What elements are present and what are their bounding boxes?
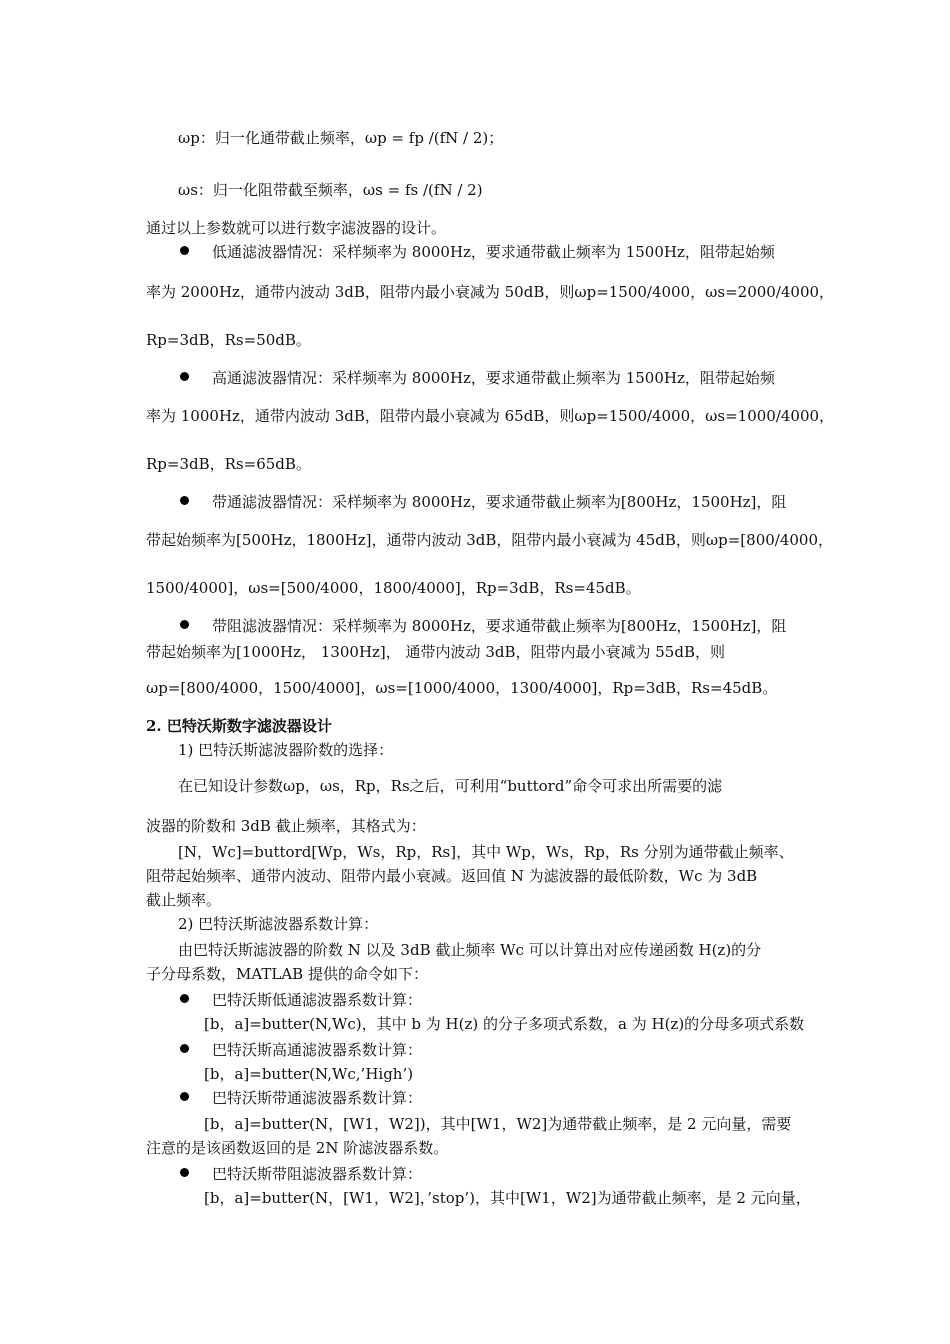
- subsection-1-heading: 1) 巴特沃斯滤波器阶数的选择：: [178, 741, 394, 759]
- buttord-line-2: 阻带起始频率、通带内波动、阻带内最小衰减。返回值 N 为滤波器的最低阶数，Wc 为 3dB: [146, 867, 758, 885]
- buttord-line-3: 截止频率。: [146, 891, 222, 909]
- bullet-icon: [180, 1044, 189, 1053]
- order-paragraph-line-1: 在已知设计参数ωp，ωs，Rp，Rs之后，可利用“buttord”命令可求出所需要的滤: [178, 777, 723, 795]
- bandpass-line-2: 带起始频率为[500Hz，1800Hz]，通带内波动 3dB，阻带内最小衰减为 45dB，则ωp=[800/4000，: [146, 531, 834, 549]
- lowpass-line-3: Rp=3dB，Rs=50dB。: [146, 331, 311, 349]
- butter-lowpass-title: 巴特沃斯低通滤波器系数计算：: [212, 991, 423, 1009]
- bandstop-line-1: 带阻滤波器情况：采样频率为 8000Hz，要求通带截止频率为[800Hz，1500Hz]，阻: [212, 617, 787, 635]
- highpass-line-2: 率为 1000Hz，通带内波动 3dB，阻带内最小衰减为 65dB，则ωp=1500/4000，ωs=1000/4000，: [146, 407, 835, 425]
- butter-bandpass-code-1: [b，a]=butter(N，[W1，W2])，其中[W1，W2]为通带截止频率，是 2 元向量，需要: [204, 1115, 792, 1133]
- bullet-icon: [180, 372, 189, 381]
- subsection-2-heading: 2) 巴特沃斯滤波器系数计算：: [178, 915, 379, 933]
- lowpass-line-2: 率为 2000Hz，通带内波动 3dB，阻带内最小衰减为 50dB，则ωp=1500/4000，ωs=2000/4000，: [146, 283, 835, 301]
- paragraph-intro: 通过以上参数就可以进行数字滤波器的设计。: [146, 219, 447, 237]
- butter-highpass-code: [b，a]=butter(N,Wc,’High’): [204, 1065, 414, 1083]
- bandstop-line-2: 带起始频率为[1000Hz， 1300Hz]， 通带内波动 3dB，阻带内最小衰减为 55dB，则: [146, 643, 725, 661]
- highpass-line-3: Rp=3dB，Rs=65dB。: [146, 455, 311, 473]
- butter-highpass-title: 巴特沃斯高通滤波器系数计算：: [212, 1041, 423, 1059]
- butter-lowpass-code: [b，a]=butter(N,Wc)，其中 b 为 H(z) 的分子多项式系数，a 为 H(z)的分母多项式系数: [204, 1015, 805, 1033]
- order-paragraph-line-2: 波器的阶数和 3dB 截止频率，其格式为：: [146, 817, 426, 835]
- bandpass-line-1: 带通滤波器情况：采样频率为 8000Hz，要求通带截止频率为[800Hz，1500Hz]，阻: [212, 493, 787, 511]
- coef-paragraph-line-2: 子分母系数，MATLAB 提供的命令如下：: [146, 965, 428, 983]
- bullet-icon: [180, 246, 189, 255]
- butter-bandstop-code: [b，a]=butter(N，[W1，W2]，’stop’)，其中[W1，W2]为通带截止频率，是 2 元向量，: [204, 1189, 811, 1207]
- bullet-icon: [180, 994, 189, 1003]
- bullet-icon: [180, 1168, 189, 1177]
- bullet-icon: [180, 496, 189, 505]
- lowpass-line-1: 低通滤波器情况：采样频率为 8000Hz，要求通带截止频率为 1500Hz，阻带起始频: [212, 243, 775, 261]
- buttord-line-1: [N，Wc]=buttord[Wp，Ws，Rp，Rs]，其中 Wp，Ws，Rp，Rs 分别为通带截止频率、: [178, 843, 794, 861]
- coef-paragraph-line-1: 由巴特沃斯滤波器的阶数 N 以及 3dB 截止频率 Wc 可以计算出对应传递函数 H(z)的分: [178, 941, 762, 959]
- omega-p-definition: ωp：归一化通带截止频率，ωp = fp /(fN / 2)；: [178, 129, 504, 147]
- omega-s-definition: ωs：归一化阻带截至频率，ωs = fs /(fN / 2): [178, 181, 483, 199]
- bullet-icon: [180, 620, 189, 629]
- bandpass-line-3: 1500/4000]，ωs=[500/4000，1800/4000]，Rp=3dB，Rs=45dB。: [146, 579, 641, 597]
- butter-bandpass-title: 巴特沃斯带通滤波器系数计算：: [212, 1089, 423, 1107]
- butter-bandpass-code-2: 注意的是该函数返回的是 2N 阶滤波器系数。: [146, 1139, 449, 1157]
- section-heading: 2. 巴特沃斯数字滤波器设计: [146, 717, 332, 735]
- bandstop-line-3: ωp=[800/4000，1500/4000]，ωs=[1000/4000，1300/4000]，Rp=3dB，Rs=45dB。: [146, 679, 778, 697]
- butter-bandstop-title: 巴特沃斯带阻滤波器系数计算：: [212, 1165, 423, 1183]
- highpass-line-1: 高通滤波器情况：采样频率为 8000Hz，要求通带截止频率为 1500Hz，阻带起始频: [212, 369, 775, 387]
- bullet-icon: [180, 1092, 189, 1101]
